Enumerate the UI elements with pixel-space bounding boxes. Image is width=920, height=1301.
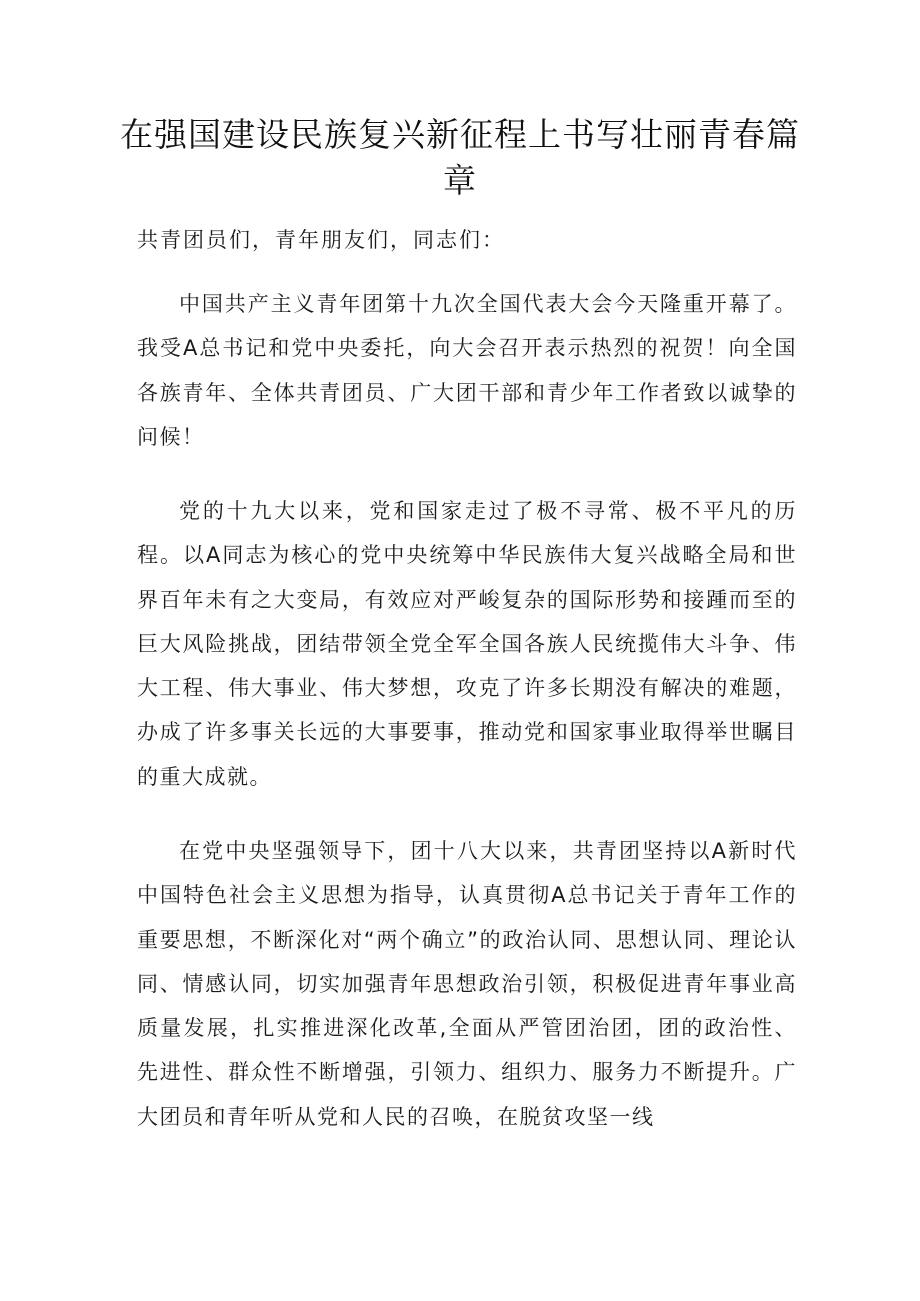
paragraph-3: 在党中央坚强领导下，团十八大以来，共青团坚持以A新时代中国特色社会主义思想为指导，认真贯彻A总书记关于青年工作的重要思想，不断深化对“两个确立”的政治认同、思想认同、理论认同、情感认同，切实加强青年思想政治引领，积极促进青年事业高质量发展，扎实推进深化改革,全面从严管团治团，团的政治性、先进性、群众性不断增强，引领力、组织力、服务力不断提升。广大团员和青年听从党和人民的召唤，在脱贫攻坚一线: [137, 839, 797, 1129]
document-title: 在强国建设民族复兴新征程上书写壮丽青春篇章: [120, 115, 800, 200]
paragraph-2: 党的十九大以来，党和国家走过了极不寻常、极不平凡的历程。以A同志为核心的党中央统筹中华民族伟大复兴战略全局和世界百年未有之大变局，有效应对严峻复杂的国际形势和接踵而至的巨大风险挑战，团结带领全党全军全国各族人民统揽伟大斗争、伟大工程、伟大事业、伟大梦想，攻克了许多长期没有解决的难题，办成了许多事关长远的大事要事，推动党和国家事业取得举世瞩目的重大成就。: [137, 499, 797, 789]
greeting-line: 共青团员们，青年朋友们，同志们：: [137, 228, 505, 252]
paragraph-1: 中国共产主义青年团第十九次全国代表大会今天隆重开幕了。我受A总书记和党中央委托，向大会召开表示热烈的祝贺！向全国各族青年、全体共青团员、广大团干部和青少年工作者致以诚挚的问候！: [137, 292, 797, 449]
